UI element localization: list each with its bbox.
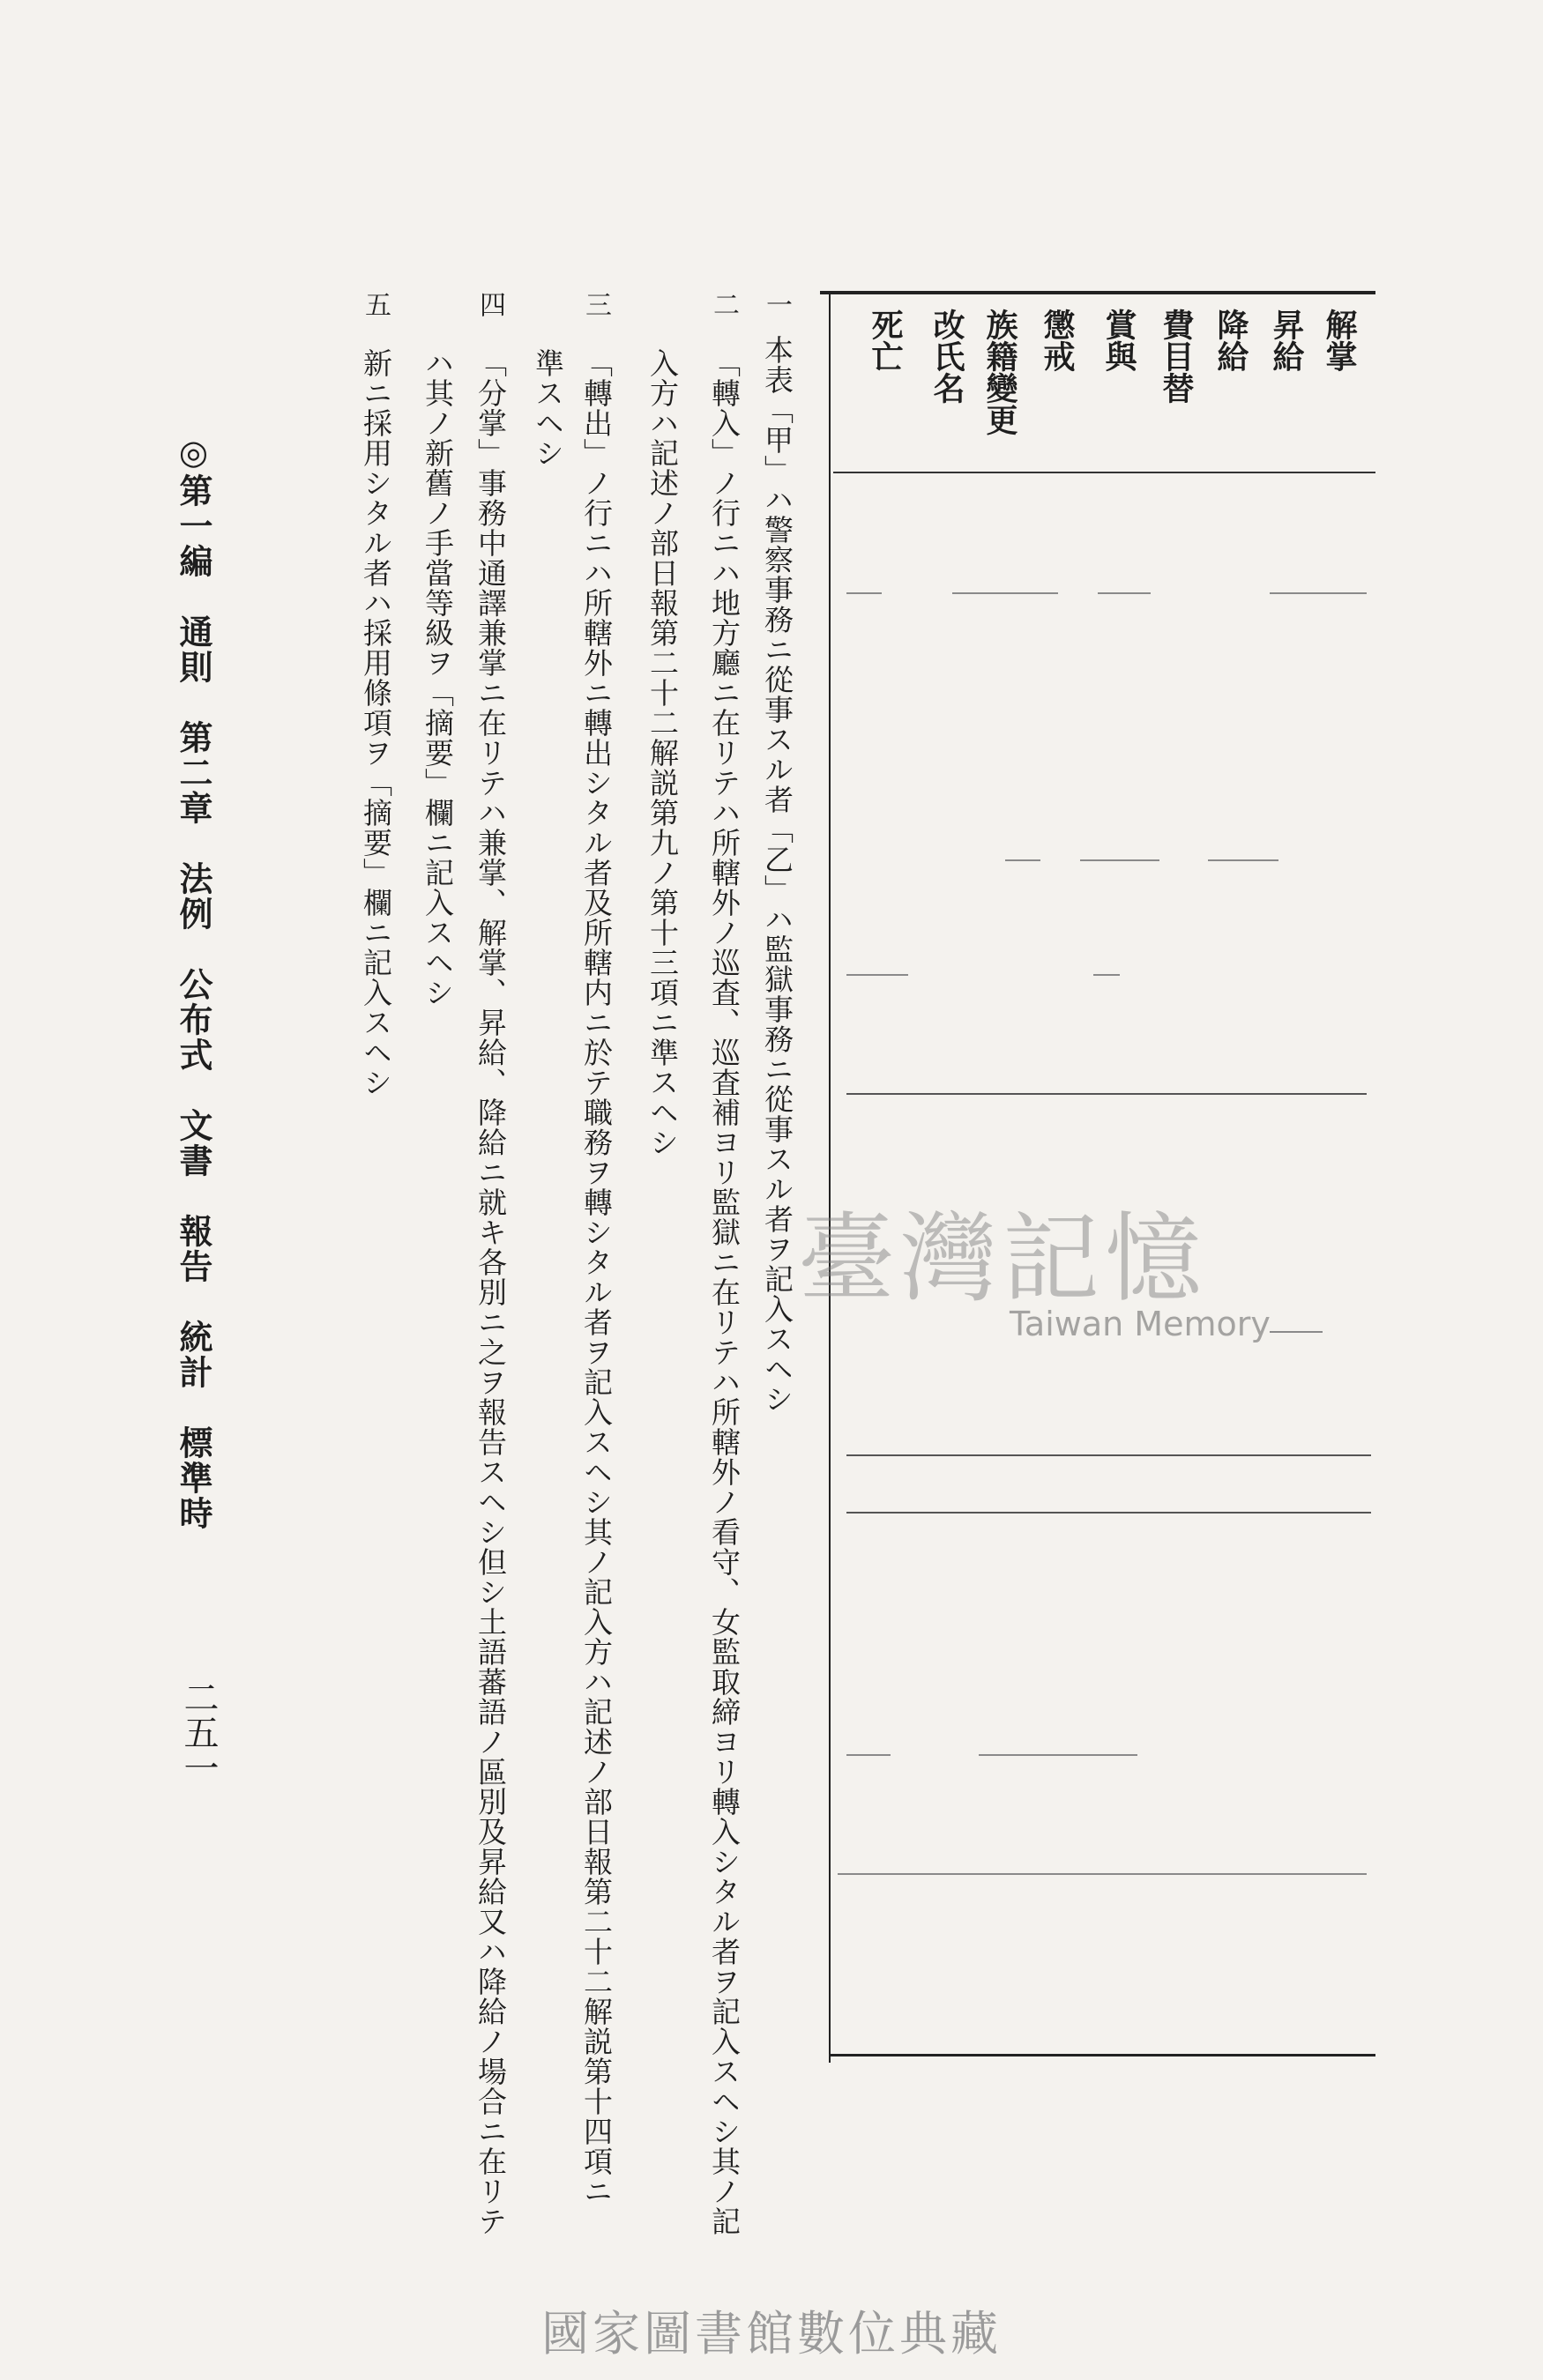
row-dash <box>1270 592 1367 594</box>
note-5-text: 新ニ採用シタル者ハ採用條項ヲ「摘要」欄ニ記入スヘシ <box>359 348 393 1097</box>
row-rule <box>846 1512 1371 1514</box>
page-number: 二五一 <box>178 1679 219 1785</box>
column-header-kaisho: 解掌 <box>1321 309 1358 372</box>
note-4-text-line-2: ハ其ノ新舊ノ手當等級ヲ「摘要」欄ニ記入スヘシ <box>421 348 455 1008</box>
column-header-zokuseki: 族籍變更 <box>981 309 1018 435</box>
row-dash <box>846 1754 891 1756</box>
note-2-text-line-1: 「轉入」ノ行ニハ地方廳ニ在リテハ所轄外ノ巡査、巡査補ヨリ監獄ニ在リテハ所轄外ノ看守、女監取締ヨリ轉入シタル者ヲ記入スヘシ其ノ記 <box>707 348 742 2236</box>
note-2-number: 二 <box>708 291 739 317</box>
column-header-kaishi: 改氏名 <box>928 309 965 404</box>
column-header-shibo: 死亡 <box>867 309 904 372</box>
row-dash <box>838 1873 1367 1875</box>
row-dash <box>1005 859 1040 861</box>
table-header-rule <box>833 472 1375 473</box>
row-dash <box>952 592 1058 594</box>
row-dash <box>846 974 908 976</box>
note-3-text-line-2: 準スヘシ <box>531 348 565 468</box>
row-dash <box>1093 974 1120 976</box>
footer-credit: 國家圖書館數位典藏 <box>541 2306 1002 2361</box>
column-header-hitai: 費目替 <box>1158 309 1195 404</box>
row-rule <box>846 1454 1371 1456</box>
note-1-text: 本表「甲」ハ警察事務ニ從事スル者「乙」ハ監獄事務ニ從事スル者ヲ記入スヘシ <box>760 335 794 1414</box>
column-header-shokyu: 昇給 <box>1268 309 1305 372</box>
row-dash <box>979 1754 1137 1756</box>
row-dash <box>1098 592 1151 594</box>
row-dash <box>1270 1331 1323 1333</box>
row-rule <box>846 1093 1367 1095</box>
row-dash <box>1080 859 1159 861</box>
note-4-number: 四 <box>474 291 505 317</box>
note-5-number: 五 <box>360 291 391 317</box>
watermark-logo-zh: 臺灣記憶 <box>798 1202 1207 1315</box>
note-1-number: 一 <box>761 291 792 317</box>
column-header-kokyu: 降給 <box>1212 309 1249 372</box>
table-bottom-rule <box>829 2054 1375 2056</box>
note-3-text-line-1: 「轉出」ノ行ニハ所轄外ニ轉出シタル者及所轄内ニ於テ職務ヲ轉シタル者ヲ記入スヘシ其ノ記入方ハ記述ノ部日報第二十二解説第十四項ニ <box>579 348 614 2206</box>
note-2-text-line-2: 入方ハ記述ノ部日報第二十二解説第九ノ第十三項ニ準スヘシ <box>645 348 680 1157</box>
row-dash <box>1208 859 1278 861</box>
column-header-chokai: 懲戒 <box>1039 309 1076 372</box>
note-4-text-line-1: 「分掌」事務中通譯兼掌ニ在リテハ兼掌、解掌、昇給、降給ニ就キ各別ニ之ヲ報告スヘシ但シ土語蕃語ノ區別及昇給又ハ降給ノ場合ニ在リテ <box>473 348 508 2236</box>
record-table <box>829 291 1377 2063</box>
column-header-shoyo: 賞與 <box>1100 309 1137 372</box>
watermark-logo-en: Taiwan Memory <box>1010 1305 1271 1343</box>
running-header: ◎第一編 通則 第二章 法例 公布式 文書 報告 統計 標準時 <box>174 432 213 1531</box>
row-dash <box>846 592 882 594</box>
note-3-number: 三 <box>580 291 611 317</box>
